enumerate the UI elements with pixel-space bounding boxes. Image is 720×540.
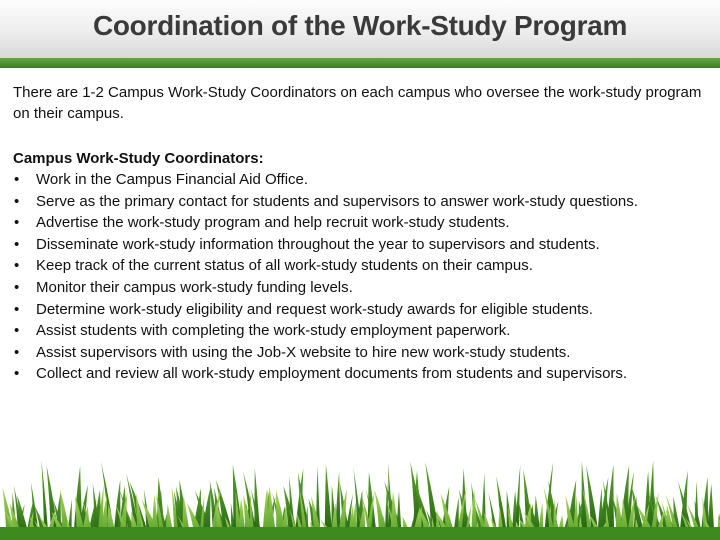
bullet-icon: • — [14, 235, 20, 253]
coordinator-duties-list — [13, 169, 713, 385]
bullet-icon: • — [14, 171, 20, 188]
list-item: • Work in the Campus Financial Aid Office. — [13, 169, 713, 191]
bullet-icon: • — [14, 343, 20, 361]
bullet-icon: • — [14, 365, 20, 383]
list-item: • Keep track of the current status of all work-study students on their campus. — [13, 255, 713, 277]
list-item: • Disseminate work-study information throughout the year to supervisors and students. — [13, 234, 713, 256]
bullet-icon: • — [14, 192, 20, 210]
bullet-icon: • — [14, 300, 20, 318]
grass-decoration-icon — [0, 455, 720, 540]
bullet-icon: • — [14, 214, 20, 232]
list-item: • Advertise the work-study program and help recruit work-study students. — [13, 212, 713, 234]
list-item: • Assist supervisors with using the Job-X website to hire new work-study students. — [13, 342, 713, 364]
bullet-icon: • — [14, 257, 20, 275]
intro-text: There are 1-2 Campus Work-Study Coordinators on each campus who oversee the work-study program on their campus. — [13, 84, 702, 122]
list-heading: Campus Work-Study Coordinators: — [13, 150, 264, 167]
list-item: • Collect and review all work-study employment documents from students and supervisors. — [13, 363, 713, 385]
list-item: • Monitor their campus work-study funding levels. — [13, 277, 713, 299]
green-rule — [0, 58, 720, 68]
bullet-icon: • — [14, 278, 20, 296]
list-item: • Assist students with completing the work-study employment paperwork. — [13, 320, 713, 342]
slide-title: Coordination of the Work-Study Program — [92, 10, 628, 41]
list-item: • Serve as the primary contact for students and supervisors to answer work-study questions. — [13, 191, 713, 213]
bullet-icon: • — [14, 322, 20, 340]
list-item: • Determine work-study eligibility and request work-study awards for eligible students. — [13, 299, 713, 321]
